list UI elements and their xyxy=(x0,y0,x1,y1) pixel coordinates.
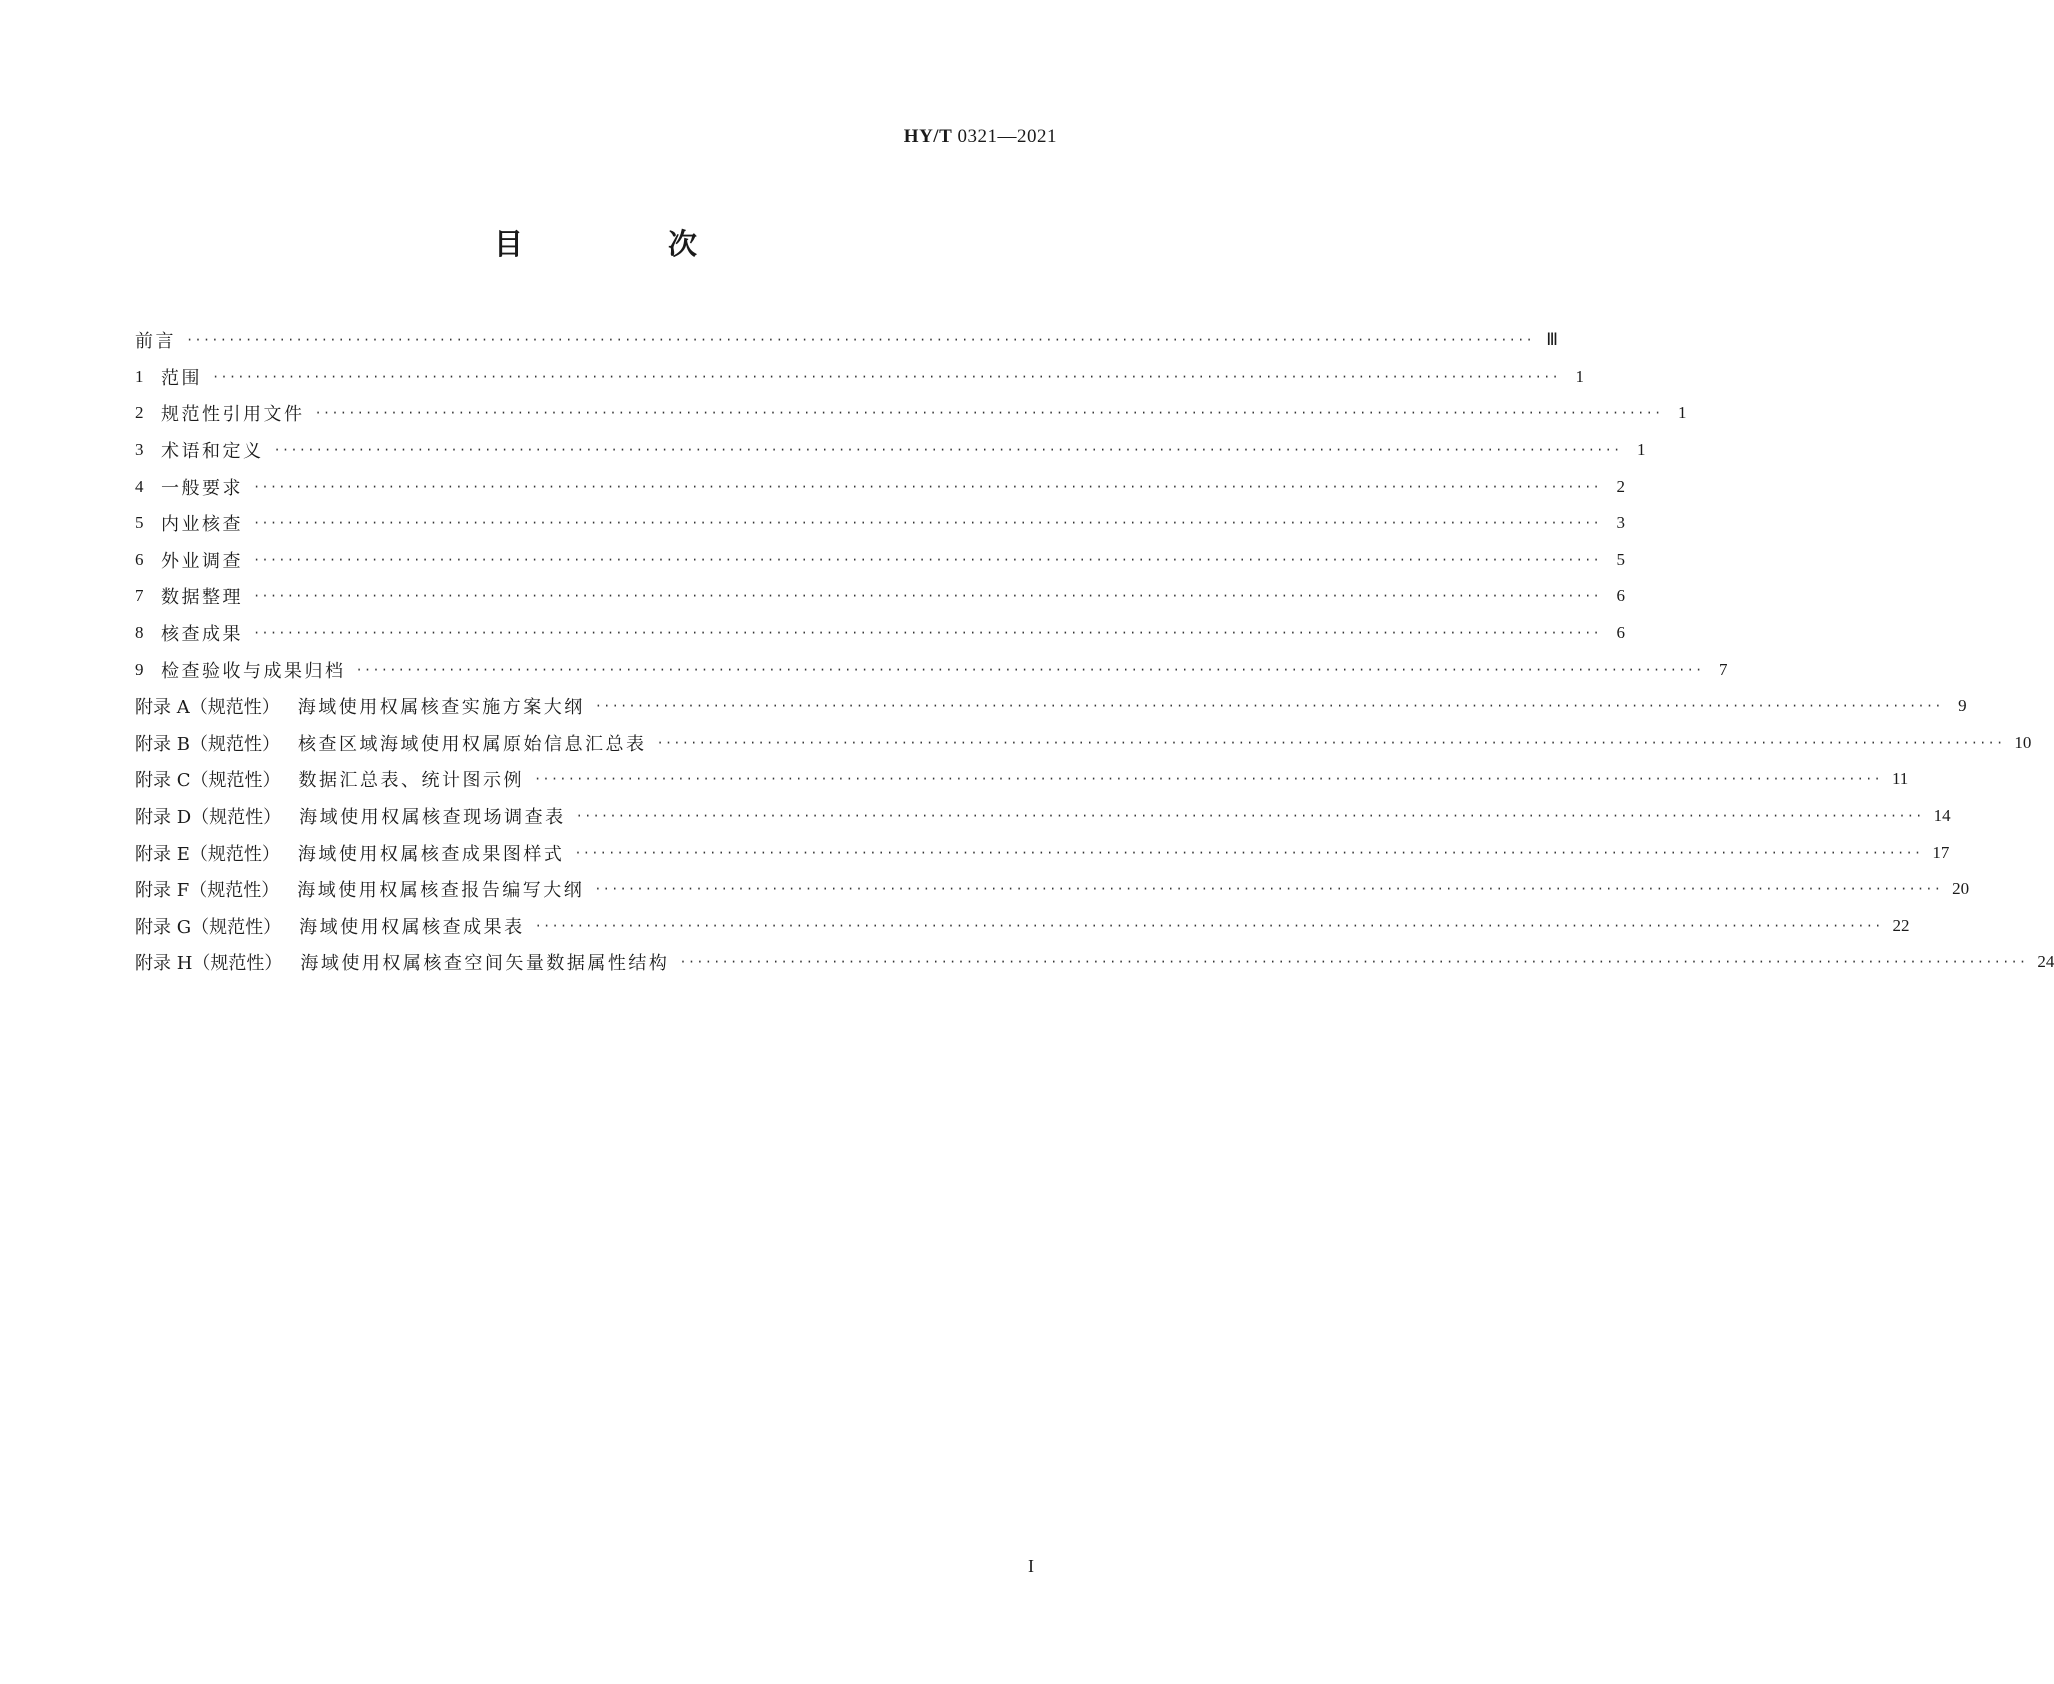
toc-appendix-label: 附录 F（规范性） xyxy=(135,880,280,902)
toc-entry-7[interactable] xyxy=(135,578,1625,615)
toc-entry-appendix-a[interactable] xyxy=(135,688,1967,725)
toc-entry-label: 术语和定义 xyxy=(161,441,264,463)
toc-leader-dots: ································································································································································ xyxy=(253,516,1601,531)
toc-leader-dots: ································································································································································ xyxy=(594,882,1943,897)
toc-appendix-label: 附录 D（规范性） xyxy=(135,807,282,829)
toc-appendix-title: 海域使用权属核查成果表 xyxy=(299,916,525,938)
toc-leader-dots: ································································································································································ xyxy=(355,662,1704,677)
toc-entry-label: 检查验收与成果归档 xyxy=(161,660,346,682)
toc-entry-6[interactable] xyxy=(135,542,1625,579)
toc-entry-3[interactable] xyxy=(135,432,1646,469)
toc-entry-8[interactable] xyxy=(135,615,1625,652)
toc-entry-appendix-c[interactable] xyxy=(135,761,1909,798)
toc-entry-page: 22 xyxy=(1892,915,1910,935)
toc-entry-1[interactable] xyxy=(135,359,1584,396)
toc-entry-page: 10 xyxy=(2014,732,2032,752)
toc-leader-dots: ································································································································································ xyxy=(656,735,2005,750)
toc-entry-5[interactable] xyxy=(135,505,1625,542)
toc-entry-label: 核查成果 xyxy=(161,624,243,646)
toc-entry-label: 规范性引用文件 xyxy=(161,404,305,426)
toc-entry-appendix-h[interactable] xyxy=(135,944,2054,981)
toc-entry-page: 5 xyxy=(1616,549,1625,569)
toc-entry-label: 数据整理 xyxy=(161,587,243,609)
toc-entry-number: 6 xyxy=(135,549,144,569)
toc-entry-page: Ⅲ xyxy=(1546,330,1558,350)
toc-entry-appendix-d[interactable] xyxy=(135,798,1951,835)
toc-appendix-title: 核查区域海域使用权属原始信息汇总表 xyxy=(297,733,647,755)
toc-leader-dots: ································································································································································ xyxy=(575,809,1924,824)
toc-entry-page: 1 xyxy=(1677,403,1687,423)
toc-leader-dots: ································································································································································ xyxy=(273,443,1622,458)
toc-entry-label: 前言 xyxy=(135,331,176,353)
toc-entry-appendix-g[interactable] xyxy=(135,908,1910,945)
toc-leader-dots: ································································································································································ xyxy=(679,955,2028,970)
toc-entry-number: 3 xyxy=(135,440,144,460)
toc-leader-dots: ································································································································································ xyxy=(253,626,1601,641)
toc-entry-page: 3 xyxy=(1616,513,1625,533)
toc-leader-dots: ································································································································································ xyxy=(186,333,1534,348)
table-of-contents xyxy=(135,322,2054,981)
toc-appendix-title: 海域使用权属核查成果图样式 xyxy=(297,843,565,865)
toc-entry-page: 14 xyxy=(1933,806,1951,826)
toc-leader-dots: ································································································································································ xyxy=(534,918,1883,933)
toc-appendix-label: 附录 A（规范性） xyxy=(135,697,280,719)
toc-entry-page: 20 xyxy=(1952,879,1970,899)
toc-entry-2[interactable] xyxy=(135,395,1687,432)
toc-leader-dots: ································································································································································ xyxy=(253,552,1601,567)
toc-appendix-title: 海域使用权属核查报告编写大纲 xyxy=(297,880,585,902)
toc-appendix-label: 附录 H（规范性） xyxy=(135,953,283,975)
toc-appendix-title: 海域使用权属核查现场调查表 xyxy=(299,807,566,829)
toc-entry-page: 6 xyxy=(1616,586,1625,606)
toc-leader-dots: ································································································································································ xyxy=(574,845,1923,860)
toc-appendix-title: 海域使用权属核查空间矢量数据属性结构 xyxy=(300,953,670,975)
toc-appendix-title: 数据汇总表、统计图示例 xyxy=(298,770,524,792)
standard-code-number: 0321—2021 xyxy=(957,126,1057,147)
toc-appendix-title: 海域使用权属核查实施方案大纲 xyxy=(297,697,585,719)
toc-entry-number: 9 xyxy=(135,659,144,679)
toc-leader-dots: ································································································································································ xyxy=(534,772,1882,787)
toc-entry-label: 外业调查 xyxy=(161,550,243,572)
toc-leader-dots: ································································································································································ xyxy=(253,589,1601,604)
toc-entry-label: 范围 xyxy=(161,367,202,389)
toc-entry-page: 24 xyxy=(2037,952,2054,972)
toc-entry-page: 2 xyxy=(1616,476,1625,496)
toc-appendix-label: 附录 G（规范性） xyxy=(135,916,282,938)
toc-entry-label: 一般要求 xyxy=(161,477,243,499)
toc-entry-page: 9 xyxy=(1958,696,1967,716)
toc-entry-number: 2 xyxy=(135,403,144,423)
toc-entry-number: 4 xyxy=(135,476,144,496)
toc-entry-number: 8 xyxy=(135,623,144,643)
toc-entry-label: 内业核查 xyxy=(161,514,243,536)
toc-leader-dots: ································································································································································ xyxy=(594,699,1943,714)
toc-appendix-label: 附录 B（规范性） xyxy=(135,733,280,755)
toc-entry-appendix-e[interactable] xyxy=(135,834,1950,871)
toc-entry-appendix-b[interactable] xyxy=(135,725,2032,762)
toc-entry-page: 1 xyxy=(1575,366,1584,386)
standard-code-prefix: HY/T xyxy=(903,126,953,147)
toc-entry-page: 17 xyxy=(1932,842,1950,862)
toc-entry-4[interactable] xyxy=(135,468,1625,505)
toc-entry-page: 11 xyxy=(1891,769,1909,789)
toc-leader-dots: ································································································································································ xyxy=(212,369,1560,384)
toc-entry-number: 7 xyxy=(135,586,144,606)
toc-entry-page: 1 xyxy=(1636,440,1646,460)
toc-entry-number: 1 xyxy=(135,366,144,386)
toc-entry-appendix-f[interactable] xyxy=(135,871,1970,908)
toc-entry-9[interactable] xyxy=(135,651,1728,688)
toc-appendix-label: 附录 E（规范性） xyxy=(135,843,280,865)
toc-leader-dots: ································································································································································ xyxy=(253,479,1601,494)
toc-entry-page: 6 xyxy=(1616,623,1625,643)
toc-entry-foreword[interactable] xyxy=(135,322,1558,359)
toc-entry-number: 5 xyxy=(135,513,144,533)
page-number: I xyxy=(1028,1556,1034,1576)
toc-appendix-label: 附录 C（规范性） xyxy=(135,770,281,792)
toc-leader-dots: ································································································································································ xyxy=(314,406,1663,421)
toc-entry-page: 7 xyxy=(1718,659,1728,679)
standard-code xyxy=(904,126,1057,148)
page-title: 目 次 xyxy=(493,227,755,261)
